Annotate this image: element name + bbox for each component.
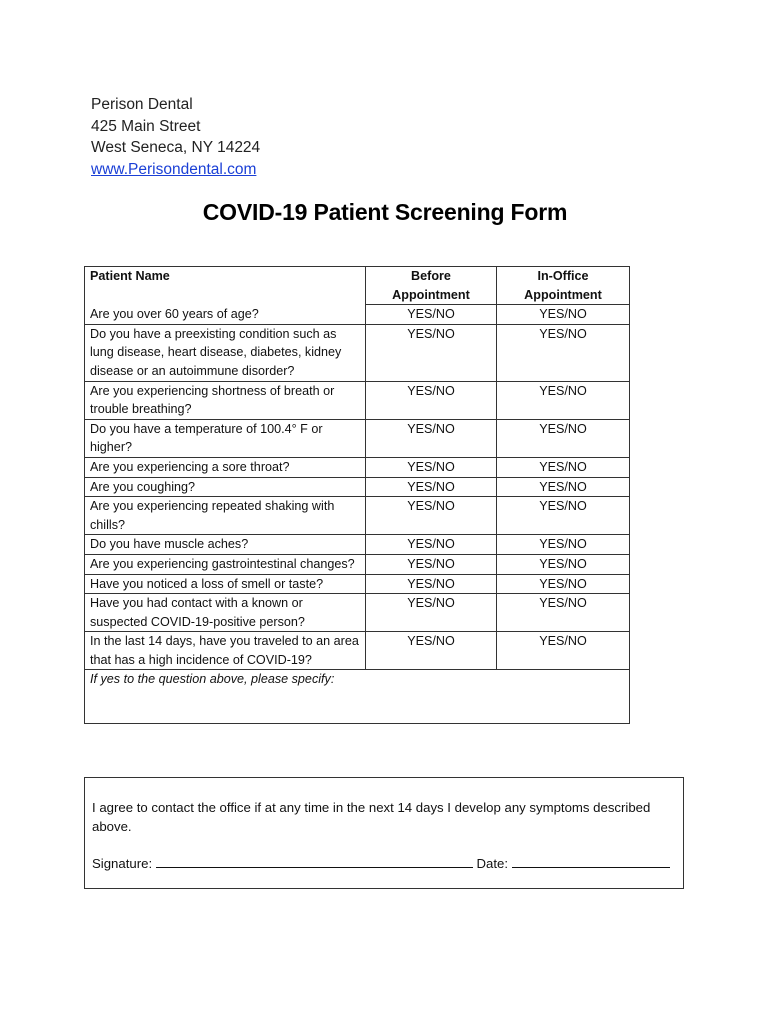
before-appointment-header-line1: Before [411, 269, 451, 283]
signature-field[interactable] [156, 855, 473, 868]
signature-label: Signature: [92, 856, 153, 871]
signature-row [92, 854, 670, 873]
table-header-row [85, 267, 630, 305]
table-row [85, 477, 630, 497]
table-row [85, 497, 630, 535]
in-office-answer[interactable]: YES/NO [497, 305, 630, 325]
specify-prompt: If yes to the question above, please specify: [90, 672, 335, 687]
before-answer[interactable]: YES/NO [366, 594, 497, 632]
practice-city: West Seneca, NY 14224 [91, 139, 261, 156]
before-appointment-header [366, 267, 497, 305]
in-office-answer[interactable]: YES/NO [497, 554, 630, 574]
agreement-box [84, 777, 684, 889]
table-row [85, 594, 630, 632]
table-row [85, 305, 630, 325]
question-cell: Are you coughing? [85, 477, 366, 497]
before-answer[interactable]: YES/NO [366, 419, 497, 457]
question-cell: Are you experiencing a sore throat? [85, 457, 366, 477]
table-row [85, 324, 630, 381]
table-row [85, 535, 630, 555]
date-field[interactable] [512, 855, 670, 868]
in-office-answer[interactable]: YES/NO [497, 574, 630, 594]
question-cell: Do you have a temperature of 100.4° F or higher? [85, 419, 366, 457]
specify-field[interactable] [85, 670, 630, 724]
practice-address [91, 94, 260, 180]
question-cell: Are you over 60 years of age? [85, 305, 366, 325]
in-office-answer[interactable]: YES/NO [497, 497, 630, 535]
agreement-statement: I agree to contact the office if at any time in the next 14 days I develop any symptoms described above. [92, 800, 651, 834]
patient-name-header: Patient Name [85, 267, 366, 305]
table-row [85, 381, 630, 419]
specify-row [85, 670, 630, 724]
question-cell: Have you had contact with a known or suspected COVID-19-positive person? [85, 594, 366, 632]
question-cell: Do you have a preexisting condition such as lung disease, heart disease, diabetes, kidney disease or an autoimmune disorder? [85, 324, 366, 381]
question-cell: Are you experiencing repeated shaking with chills? [85, 497, 366, 535]
in-office-header-line2: Appointment [524, 287, 602, 302]
form-title: COVID-19 Patient Screening Form [202, 199, 568, 225]
before-answer[interactable]: YES/NO [366, 574, 497, 594]
in-office-answer[interactable]: YES/NO [497, 419, 630, 457]
question-cell: Do you have muscle aches? [85, 535, 366, 555]
in-office-answer[interactable]: YES/NO [497, 324, 630, 381]
table-row [85, 554, 630, 574]
table-row [85, 574, 630, 594]
before-answer[interactable]: YES/NO [366, 324, 497, 381]
before-answer[interactable]: YES/NO [366, 477, 497, 497]
in-office-answer[interactable]: YES/NO [497, 477, 630, 497]
question-cell: Are you experiencing gastrointestinal changes? [85, 554, 366, 574]
before-answer[interactable]: YES/NO [366, 305, 497, 325]
in-office-answer[interactable]: YES/NO [497, 381, 630, 419]
in-office-appointment-header [497, 267, 630, 305]
before-answer[interactable]: YES/NO [366, 632, 497, 670]
before-answer[interactable]: YES/NO [366, 457, 497, 477]
screening-table [84, 266, 630, 724]
question-cell: In the last 14 days, have you traveled to an area that has a high incidence of COVID-19? [85, 632, 366, 670]
practice-name: Perison Dental [91, 96, 193, 113]
before-answer[interactable]: YES/NO [366, 554, 497, 574]
before-appointment-header-line2: Appointment [392, 287, 470, 302]
before-answer[interactable]: YES/NO [366, 497, 497, 535]
before-answer[interactable]: YES/NO [366, 381, 497, 419]
in-office-answer[interactable]: YES/NO [497, 535, 630, 555]
question-cell: Have you noticed a loss of smell or taste? [85, 574, 366, 594]
date-label: Date: [476, 856, 508, 871]
in-office-answer[interactable]: YES/NO [497, 457, 630, 477]
table-row [85, 419, 630, 457]
in-office-answer[interactable]: YES/NO [497, 632, 630, 670]
table-row [85, 457, 630, 477]
practice-website-link[interactable]: www.Perisondental.com [91, 160, 257, 178]
in-office-header-line1: In-Office [537, 269, 589, 283]
practice-street: 425 Main Street [91, 117, 201, 135]
in-office-answer[interactable]: YES/NO [497, 594, 630, 632]
table-row [85, 632, 630, 670]
question-cell: Are you experiencing shortness of breath or trouble breathing? [85, 381, 366, 419]
before-answer[interactable]: YES/NO [366, 535, 497, 555]
